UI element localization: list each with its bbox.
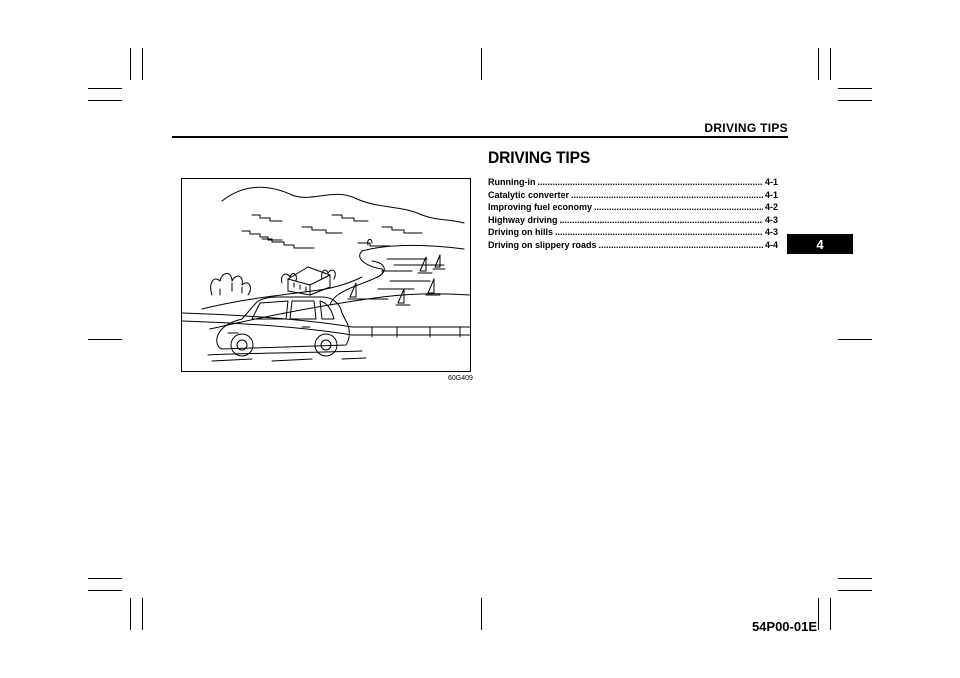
toc-leader (599, 239, 763, 252)
toc-entry-page: 4-2 (764, 202, 778, 212)
ground-hatching (212, 358, 366, 361)
crop-mark (88, 578, 122, 579)
toc-entry[interactable] (488, 189, 778, 202)
toc-entry[interactable] (488, 176, 778, 189)
crop-mark (130, 598, 131, 630)
crop-mark (838, 88, 872, 89)
crop-mark (88, 339, 122, 340)
toc-entry-label: Highway driving (488, 214, 558, 225)
chapter-tab[interactable]: 4 (787, 234, 853, 254)
toc-leader (537, 176, 763, 189)
sailboat-icon (396, 289, 410, 305)
river-bank (330, 251, 383, 305)
toc-entry[interactable] (488, 226, 778, 239)
toc-entry-page: 4-4 (764, 239, 778, 250)
toc-entry-page: 4-3 (764, 214, 778, 225)
crop-mark (838, 339, 872, 340)
crop-mark (481, 598, 482, 630)
sailboat-icon (348, 283, 362, 299)
crop-mark (130, 48, 131, 80)
toc-entry-label: Driving on slippery roads (488, 239, 597, 250)
crop-mark (818, 48, 819, 80)
toc-entry-label: Catalytic converter (488, 189, 570, 200)
toc-leader (594, 201, 763, 214)
figure-code: 60G409 (448, 375, 473, 382)
tree-cluster (211, 239, 372, 295)
crop-mark (830, 598, 831, 630)
toc-entry-page: 4-1 (764, 177, 778, 187)
crop-mark (838, 578, 872, 579)
toc-entry-page: 4-3 (764, 227, 778, 237)
document-code: 54P00-01E (751, 619, 817, 634)
toc-entry[interactable] (488, 239, 778, 252)
sailboat-icon (433, 255, 445, 269)
toc-leader (571, 189, 763, 202)
crop-mark (830, 48, 831, 80)
table-of-contents (488, 176, 778, 251)
crop-mark (88, 100, 122, 101)
toc-entry-label: Improving fuel economy (488, 202, 593, 212)
toc-leader (555, 226, 763, 239)
toc-entry[interactable] (488, 214, 778, 227)
toc-entry-page: 4-1 (764, 189, 778, 200)
guard-rail (182, 313, 470, 337)
header-rule (172, 136, 788, 138)
toc-entry-label: Running-in (488, 177, 536, 187)
running-head: DRIVING TIPS (704, 121, 788, 135)
toc-entry[interactable] (488, 201, 778, 214)
crop-mark (838, 100, 872, 101)
crop-mark (88, 88, 122, 89)
hill-hatching (242, 215, 422, 248)
driving-illustration (181, 178, 471, 372)
section-title: DRIVING TIPS (488, 148, 591, 167)
crop-mark (481, 48, 482, 80)
crop-mark (142, 598, 143, 630)
toc-leader (560, 214, 763, 227)
crop-mark (838, 590, 872, 591)
crop-mark (818, 598, 819, 630)
toc-entry-label: Driving on hills (488, 227, 554, 237)
crop-mark (142, 48, 143, 80)
crop-mark (88, 590, 122, 591)
